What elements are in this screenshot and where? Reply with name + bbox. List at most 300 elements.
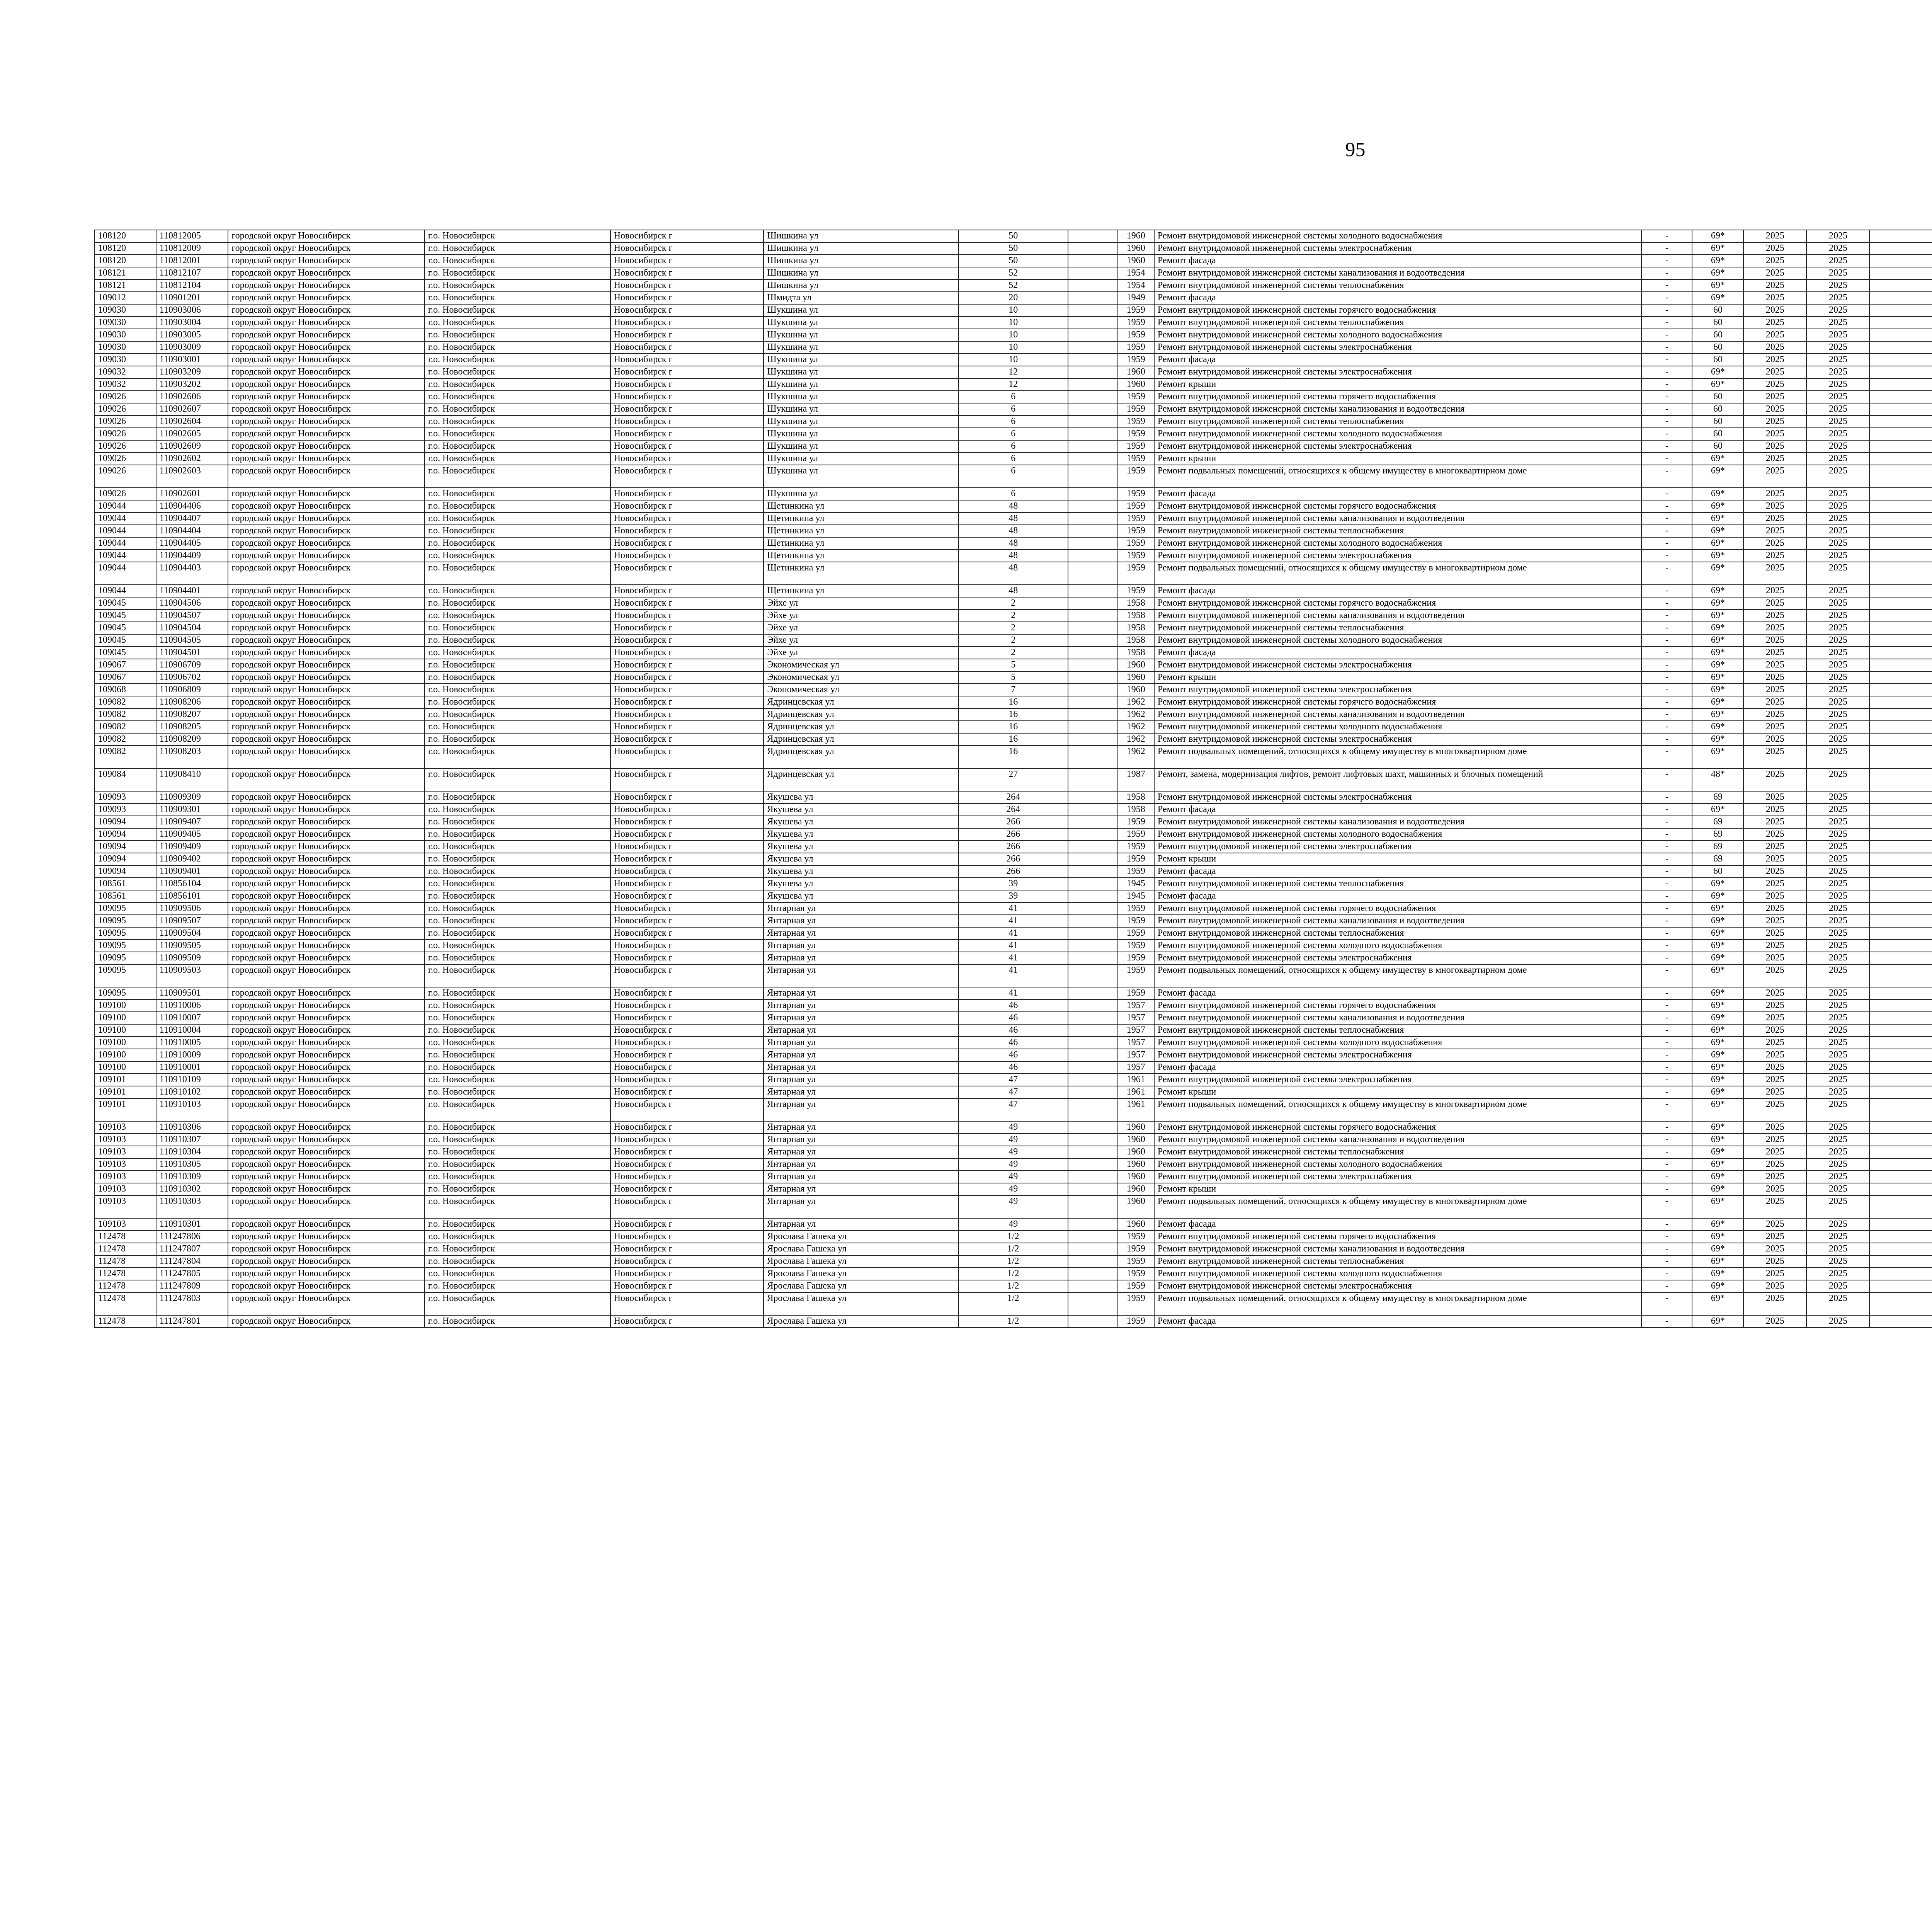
cell-house-id: 109044 xyxy=(95,500,156,512)
cell-start-year: 2025 xyxy=(1743,304,1806,317)
cell-house-id: 109103 xyxy=(95,1134,156,1146)
cell-street: Янтарная ул xyxy=(764,927,958,940)
cell-house-number: 46 xyxy=(959,1061,1068,1074)
cell-work-type: Ремонт внутридомовой инженерной системы электроснабжения xyxy=(1154,1074,1642,1086)
cell-wear-percent: 69* xyxy=(1692,999,1743,1012)
cell-work-id: 110904407 xyxy=(156,512,228,525)
cell-work-id: 110812005 xyxy=(156,230,228,242)
cell-municipal-formation: г.о. Новосибирск xyxy=(425,488,611,500)
cell-building xyxy=(1068,828,1118,841)
cell-start-year: 2025 xyxy=(1743,841,1806,853)
cell-work-id: 110903005 xyxy=(156,329,228,341)
cell-year-built: 1960 xyxy=(1118,230,1154,242)
cell-street: Янтарная ул xyxy=(764,902,958,915)
cell-house-id: 109101 xyxy=(95,1098,156,1121)
cell-work-id: 111247801 xyxy=(156,1315,228,1328)
cell-unit: - xyxy=(1641,488,1692,500)
cell-start-year: 2025 xyxy=(1743,1146,1806,1158)
cell-municipal-district: городской округ Новосибирск xyxy=(228,1049,424,1061)
cell-year-built: 1959 xyxy=(1118,317,1154,329)
cell-municipal-district: городской округ Новосибирск xyxy=(228,609,424,622)
cell-street: Янтарная ул xyxy=(764,999,958,1012)
cell-house-id: 109093 xyxy=(95,791,156,804)
cell-locality: Новосибирск г xyxy=(611,1280,764,1292)
cell-unit: - xyxy=(1641,1134,1692,1146)
cell-municipal-district: городской округ Новосибирск xyxy=(228,768,424,791)
cell-street: Щетинкина ул xyxy=(764,585,958,597)
cell-end-year: 2025 xyxy=(1806,341,1869,354)
cell-work-type: Ремонт внутридомовой инженерной системы холодного водоснабжения xyxy=(1154,230,1642,242)
cell-total-cost xyxy=(1869,1218,1932,1231)
cell-wear-percent: 60 xyxy=(1692,354,1743,366)
cell-work-id: 110904406 xyxy=(156,500,228,512)
cell-municipal-district: городской округ Новосибирск xyxy=(228,733,424,746)
cell-wear-percent: 69* xyxy=(1692,465,1743,488)
cell-street: Якушева ул xyxy=(764,816,958,828)
cell-building xyxy=(1068,550,1118,562)
cell-work-id: 110904405 xyxy=(156,537,228,550)
cell-wear-percent: 69* xyxy=(1692,1195,1743,1218)
cell-start-year: 2025 xyxy=(1743,1171,1806,1183)
cell-start-year: 2025 xyxy=(1743,1195,1806,1218)
cell-street: Шукшина ул xyxy=(764,391,958,403)
cell-locality: Новосибирск г xyxy=(611,684,764,696)
cell-year-built: 1962 xyxy=(1118,708,1154,721)
cell-work-type: Ремонт внутридомовой инженерной системы теплоснабжения xyxy=(1154,415,1642,428)
cell-wear-percent: 69* xyxy=(1692,1134,1743,1146)
cell-municipal-district: городской округ Новосибирск xyxy=(228,671,424,684)
cell-locality: Новосибирск г xyxy=(611,671,764,684)
cell-house-id: 109030 xyxy=(95,317,156,329)
cell-unit: - xyxy=(1641,927,1692,940)
cell-start-year: 2025 xyxy=(1743,902,1806,915)
table-row xyxy=(95,525,1932,537)
cell-municipal-formation: г.о. Новосибирск xyxy=(425,684,611,696)
cell-work-type: Ремонт внутридомовой инженерной системы холодного водоснабжения xyxy=(1154,828,1642,841)
cell-work-type: Ремонт внутридомовой инженерной системы электроснабжения xyxy=(1154,684,1642,696)
cell-street: Янтарная ул xyxy=(764,1183,958,1195)
cell-street: Шукшина ул xyxy=(764,465,958,488)
cell-total-cost xyxy=(1869,828,1932,841)
cell-building xyxy=(1068,465,1118,488)
cell-municipal-formation: г.о. Новосибирск xyxy=(425,1061,611,1074)
cell-municipal-district: городской округ Новосибирск xyxy=(228,999,424,1012)
cell-work-type: Ремонт крыши xyxy=(1154,1086,1642,1098)
table-row xyxy=(95,1315,1932,1328)
cell-year-built: 1960 xyxy=(1118,255,1154,267)
cell-end-year: 2025 xyxy=(1806,1146,1869,1158)
cell-locality: Новосибирск г xyxy=(611,292,764,304)
cell-work-id: 111247806 xyxy=(156,1231,228,1243)
cell-house-id: 109026 xyxy=(95,465,156,488)
cell-end-year: 2025 xyxy=(1806,853,1869,865)
cell-building xyxy=(1068,927,1118,940)
table-row xyxy=(95,841,1932,853)
cell-year-built: 1960 xyxy=(1118,1171,1154,1183)
cell-municipal-formation: г.о. Новосибирск xyxy=(425,940,611,952)
cell-municipal-formation: г.о. Новосибирск xyxy=(425,647,611,659)
cell-wear-percent: 69* xyxy=(1692,634,1743,647)
cell-work-type: Ремонт внутридомовой инженерной системы холодного водоснабжения xyxy=(1154,634,1642,647)
cell-municipal-district: городской округ Новосибирск xyxy=(228,1037,424,1049)
cell-total-cost xyxy=(1869,671,1932,684)
cell-municipal-formation: г.о. Новосибирск xyxy=(425,585,611,597)
cell-municipal-district: городской округ Новосибирск xyxy=(228,841,424,853)
cell-unit: - xyxy=(1641,878,1692,890)
cell-house-id: 109082 xyxy=(95,746,156,768)
cell-work-type: Ремонт внутридомовой инженерной системы канализования и водоотведения xyxy=(1154,1243,1642,1255)
cell-total-cost xyxy=(1869,403,1932,415)
cell-unit: - xyxy=(1641,537,1692,550)
table-row xyxy=(95,1195,1932,1218)
cell-wear-percent: 69* xyxy=(1692,964,1743,987)
cell-municipal-formation: г.о. Новосибирск xyxy=(425,453,611,465)
cell-total-cost xyxy=(1869,634,1932,647)
cell-municipal-formation: г.о. Новосибирск xyxy=(425,391,611,403)
cell-building xyxy=(1068,865,1118,878)
cell-end-year: 2025 xyxy=(1806,768,1869,791)
cell-street: Ярослава Гашека ул xyxy=(764,1268,958,1280)
cell-work-type: Ремонт крыши xyxy=(1154,378,1642,391)
cell-start-year: 2025 xyxy=(1743,634,1806,647)
cell-unit: - xyxy=(1641,500,1692,512)
cell-unit: - xyxy=(1641,696,1692,708)
cell-house-number: 6 xyxy=(959,465,1068,488)
cell-municipal-formation: г.о. Новосибирск xyxy=(425,512,611,525)
cell-house-number: 46 xyxy=(959,1012,1068,1024)
cell-work-type: Ремонт внутридомовой инженерной системы теплоснабжения xyxy=(1154,622,1642,634)
cell-total-cost xyxy=(1869,304,1932,317)
cell-wear-percent: 69* xyxy=(1692,1049,1743,1061)
cell-municipal-district: городской округ Новосибирск xyxy=(228,500,424,512)
cell-work-type: Ремонт внутридомовой инженерной системы канализования и водоотведения xyxy=(1154,708,1642,721)
cell-work-type: Ремонт внутридомовой инженерной системы канализования и водоотведения xyxy=(1154,403,1642,415)
table-row xyxy=(95,267,1932,279)
cell-house-number: 5 xyxy=(959,659,1068,671)
cell-total-cost xyxy=(1869,791,1932,804)
cell-wear-percent: 69 xyxy=(1692,816,1743,828)
cell-unit: - xyxy=(1641,391,1692,403)
table-row xyxy=(95,952,1932,964)
cell-municipal-formation: г.о. Новосибирск xyxy=(425,329,611,341)
cell-work-id: 110904504 xyxy=(156,622,228,634)
cell-end-year: 2025 xyxy=(1806,525,1869,537)
cell-house-id: 109103 xyxy=(95,1158,156,1171)
cell-building xyxy=(1068,525,1118,537)
cell-work-type: Ремонт крыши xyxy=(1154,671,1642,684)
table-row xyxy=(95,915,1932,927)
cell-wear-percent: 69* xyxy=(1692,659,1743,671)
cell-locality: Новосибирск г xyxy=(611,987,764,999)
cell-work-id: 110910005 xyxy=(156,1037,228,1049)
cell-end-year: 2025 xyxy=(1806,915,1869,927)
cell-end-year: 2025 xyxy=(1806,304,1869,317)
cell-locality: Новосибирск г xyxy=(611,304,764,317)
cell-unit: - xyxy=(1641,1231,1692,1243)
cell-year-built: 1957 xyxy=(1118,1049,1154,1061)
cell-work-type: Ремонт внутридомовой инженерной системы холодного водоснабжения xyxy=(1154,428,1642,440)
cell-start-year: 2025 xyxy=(1743,378,1806,391)
cell-work-type: Ремонт внутридомовой инженерной системы электроснабжения xyxy=(1154,791,1642,804)
cell-municipal-formation: г.о. Новосибирск xyxy=(425,550,611,562)
cell-year-built: 1960 xyxy=(1118,1195,1154,1218)
cell-building xyxy=(1068,329,1118,341)
cell-start-year: 2025 xyxy=(1743,562,1806,585)
cell-house-id: 109084 xyxy=(95,768,156,791)
cell-year-built: 1987 xyxy=(1118,768,1154,791)
cell-work-id: 110910302 xyxy=(156,1183,228,1195)
cell-start-year: 2025 xyxy=(1743,428,1806,440)
cell-house-id: 109044 xyxy=(95,537,156,550)
cell-unit: - xyxy=(1641,804,1692,816)
cell-end-year: 2025 xyxy=(1806,1098,1869,1121)
table-row xyxy=(95,890,1932,902)
cell-municipal-district: городской округ Новосибирск xyxy=(228,952,424,964)
cell-work-type: Ремонт внутридомовой инженерной системы канализования и водоотведения xyxy=(1154,609,1642,622)
cell-unit: - xyxy=(1641,940,1692,952)
cell-municipal-district: городской округ Новосибирск xyxy=(228,1231,424,1243)
cell-wear-percent: 69* xyxy=(1692,1037,1743,1049)
cell-house-id: 109030 xyxy=(95,304,156,317)
cell-building xyxy=(1068,902,1118,915)
cell-municipal-district: городской округ Новосибирск xyxy=(228,1268,424,1280)
cell-wear-percent: 60 xyxy=(1692,304,1743,317)
cell-year-built: 1958 xyxy=(1118,791,1154,804)
cell-wear-percent: 69 xyxy=(1692,828,1743,841)
cell-wear-percent: 60 xyxy=(1692,428,1743,440)
cell-house-id: 109103 xyxy=(95,1171,156,1183)
cell-municipal-formation: г.о. Новосибирск xyxy=(425,1134,611,1146)
cell-year-built: 1959 xyxy=(1118,865,1154,878)
table-row xyxy=(95,1280,1932,1292)
cell-municipal-formation: г.о. Новосибирск xyxy=(425,428,611,440)
cell-municipal-district: городской округ Новосибирск xyxy=(228,1292,424,1315)
cell-municipal-formation: г.о. Новосибирск xyxy=(425,999,611,1012)
cell-street: Шукшина ул xyxy=(764,415,958,428)
cell-building xyxy=(1068,1012,1118,1024)
cell-locality: Новосибирск г xyxy=(611,1074,764,1086)
cell-start-year: 2025 xyxy=(1743,1292,1806,1315)
cell-wear-percent: 69* xyxy=(1692,927,1743,940)
cell-total-cost xyxy=(1869,230,1932,242)
cell-municipal-formation: г.о. Новосибирск xyxy=(425,255,611,267)
cell-work-id: 110903009 xyxy=(156,341,228,354)
cell-locality: Новосибирск г xyxy=(611,634,764,647)
cell-year-built: 1957 xyxy=(1118,999,1154,1012)
cell-building xyxy=(1068,391,1118,403)
cell-municipal-district: городской округ Новосибирск xyxy=(228,1061,424,1074)
cell-house-id: 109045 xyxy=(95,609,156,622)
cell-unit: - xyxy=(1641,1268,1692,1280)
cell-municipal-formation: г.о. Новосибирск xyxy=(425,1121,611,1134)
cell-work-id: 110902601 xyxy=(156,488,228,500)
cell-year-built: 1958 xyxy=(1118,622,1154,634)
cell-municipal-district: городской округ Новосибирск xyxy=(228,1218,424,1231)
cell-street: Эйхе ул xyxy=(764,634,958,647)
cell-unit: - xyxy=(1641,987,1692,999)
cell-municipal-formation: г.о. Новосибирск xyxy=(425,721,611,733)
cell-building xyxy=(1068,1292,1118,1315)
cell-unit: - xyxy=(1641,671,1692,684)
cell-year-built: 1959 xyxy=(1118,1268,1154,1280)
cell-house-number: 50 xyxy=(959,242,1068,255)
cell-work-type: Ремонт фасада xyxy=(1154,488,1642,500)
cell-locality: Новосибирск г xyxy=(611,465,764,488)
cell-municipal-district: городской округ Новосибирск xyxy=(228,987,424,999)
cell-start-year: 2025 xyxy=(1743,853,1806,865)
cell-start-year: 2025 xyxy=(1743,1086,1806,1098)
cell-house-number: 49 xyxy=(959,1218,1068,1231)
cell-start-year: 2025 xyxy=(1743,1268,1806,1280)
cell-work-id: 110904409 xyxy=(156,550,228,562)
cell-house-number: 41 xyxy=(959,927,1068,940)
cell-unit: - xyxy=(1641,609,1692,622)
cell-locality: Новосибирск г xyxy=(611,1268,764,1280)
cell-locality: Новосибирск г xyxy=(611,816,764,828)
cell-work-id: 110906809 xyxy=(156,684,228,696)
cell-year-built: 1958 xyxy=(1118,597,1154,609)
cell-building xyxy=(1068,255,1118,267)
cell-total-cost xyxy=(1869,622,1932,634)
table-row xyxy=(95,1171,1932,1183)
cell-street: Янтарная ул xyxy=(764,964,958,987)
cell-year-built: 1959 xyxy=(1118,391,1154,403)
cell-locality: Новосибирск г xyxy=(611,391,764,403)
cell-work-id: 110904404 xyxy=(156,525,228,537)
cell-work-type: Ремонт внутридомовой инженерной системы электроснабжения xyxy=(1154,1280,1642,1292)
cell-building xyxy=(1068,403,1118,415)
cell-house-number: 2 xyxy=(959,597,1068,609)
cell-municipal-formation: г.о. Новосибирск xyxy=(425,622,611,634)
cell-start-year: 2025 xyxy=(1743,1049,1806,1061)
cell-locality: Новосибирск г xyxy=(611,366,764,378)
cell-total-cost xyxy=(1869,279,1932,292)
table-row xyxy=(95,500,1932,512)
cell-house-number: 10 xyxy=(959,304,1068,317)
cell-end-year: 2025 xyxy=(1806,708,1869,721)
cell-work-type: Ремонт внутридомовой инженерной системы теплоснабжения xyxy=(1154,1146,1642,1158)
table-row xyxy=(95,1049,1932,1061)
cell-locality: Новосибирск г xyxy=(611,562,764,585)
cell-wear-percent: 69* xyxy=(1692,1292,1743,1315)
cell-building xyxy=(1068,500,1118,512)
table-row xyxy=(95,1134,1932,1146)
cell-start-year: 2025 xyxy=(1743,255,1806,267)
cell-street: Шукшина ул xyxy=(764,341,958,354)
cell-start-year: 2025 xyxy=(1743,828,1806,841)
cell-municipal-formation: г.о. Новосибирск xyxy=(425,816,611,828)
cell-end-year: 2025 xyxy=(1806,465,1869,488)
cell-total-cost xyxy=(1869,952,1932,964)
cell-year-built: 1959 xyxy=(1118,1255,1154,1268)
cell-work-id: 110812104 xyxy=(156,279,228,292)
cell-municipal-district: городской округ Новосибирск xyxy=(228,354,424,366)
cell-building xyxy=(1068,1121,1118,1134)
cell-start-year: 2025 xyxy=(1743,952,1806,964)
cell-unit: - xyxy=(1641,230,1692,242)
cell-municipal-district: городской округ Новосибирск xyxy=(228,230,424,242)
cell-municipal-district: городской округ Новосибирск xyxy=(228,1183,424,1195)
cell-street: Шишкина ул xyxy=(764,242,958,255)
cell-house-id: 109095 xyxy=(95,915,156,927)
cell-work-id: 110904506 xyxy=(156,597,228,609)
cell-work-type: Ремонт фасада xyxy=(1154,804,1642,816)
cell-unit: - xyxy=(1641,267,1692,279)
cell-house-id: 109103 xyxy=(95,1121,156,1134)
cell-locality: Новосибирск г xyxy=(611,659,764,671)
cell-locality: Новосибирск г xyxy=(611,1218,764,1231)
cell-work-id: 110909405 xyxy=(156,828,228,841)
cell-street: Янтарная ул xyxy=(764,1024,958,1037)
cell-municipal-formation: г.о. Новосибирск xyxy=(425,525,611,537)
cell-municipal-district: городской округ Новосибирск xyxy=(228,465,424,488)
cell-municipal-district: городской округ Новосибирск xyxy=(228,1121,424,1134)
cell-year-built: 1960 xyxy=(1118,671,1154,684)
cell-year-built: 1959 xyxy=(1118,1231,1154,1243)
cell-start-year: 2025 xyxy=(1743,915,1806,927)
cell-total-cost xyxy=(1869,1049,1932,1061)
cell-house-id: 109026 xyxy=(95,440,156,453)
cell-total-cost xyxy=(1869,1037,1932,1049)
table-row xyxy=(95,659,1932,671)
cell-start-year: 2025 xyxy=(1743,550,1806,562)
cell-total-cost xyxy=(1869,1292,1932,1315)
cell-locality: Новосибирск г xyxy=(611,1183,764,1195)
cell-work-id: 110902606 xyxy=(156,391,228,403)
cell-house-id: 109095 xyxy=(95,940,156,952)
cell-unit: - xyxy=(1641,902,1692,915)
cell-wear-percent: 69* xyxy=(1692,597,1743,609)
cell-municipal-district: городской округ Новосибирск xyxy=(228,304,424,317)
cell-work-type: Ремонт, замена, модернизация лифтов, ремонт лифтовых шахт, машинных и блочных помещений xyxy=(1154,768,1642,791)
table-row xyxy=(95,1183,1932,1195)
cell-house-id: 109101 xyxy=(95,1086,156,1098)
cell-end-year: 2025 xyxy=(1806,1195,1869,1218)
cell-house-number: 48 xyxy=(959,550,1068,562)
cell-house-number: 10 xyxy=(959,354,1068,366)
cell-start-year: 2025 xyxy=(1743,1280,1806,1292)
cell-municipal-district: городской округ Новосибирск xyxy=(228,1012,424,1024)
cell-work-type: Ремонт крыши xyxy=(1154,1183,1642,1195)
cell-end-year: 2025 xyxy=(1806,964,1869,987)
cell-wear-percent: 69* xyxy=(1692,1255,1743,1268)
cell-municipal-district: городской округ Новосибирск xyxy=(228,721,424,733)
cell-municipal-district: городской округ Новосибирск xyxy=(228,865,424,878)
table-row xyxy=(95,768,1932,791)
cell-work-type: Ремонт внутридомовой инженерной системы холодного водоснабжения xyxy=(1154,1037,1642,1049)
cell-house-number: 46 xyxy=(959,1049,1068,1061)
cell-municipal-district: городской округ Новосибирск xyxy=(228,890,424,902)
cell-house-id: 109100 xyxy=(95,1061,156,1074)
cell-building xyxy=(1068,366,1118,378)
cell-year-built: 1958 xyxy=(1118,609,1154,622)
cell-house-id: 109030 xyxy=(95,354,156,366)
cell-start-year: 2025 xyxy=(1743,403,1806,415)
cell-wear-percent: 69* xyxy=(1692,1158,1743,1171)
cell-total-cost xyxy=(1869,940,1932,952)
cell-municipal-formation: г.о. Новосибирск xyxy=(425,1243,611,1255)
cell-year-built: 1957 xyxy=(1118,1024,1154,1037)
cell-municipal-formation: г.о. Новосибирск xyxy=(425,1218,611,1231)
cell-municipal-formation: г.о. Новосибирск xyxy=(425,865,611,878)
cell-wear-percent: 69* xyxy=(1692,647,1743,659)
table-row xyxy=(95,671,1932,684)
cell-locality: Новосибирск г xyxy=(611,915,764,927)
cell-work-type: Ремонт внутридомовой инженерной системы холодного водоснабжения xyxy=(1154,721,1642,733)
cell-municipal-district: городской округ Новосибирск xyxy=(228,391,424,403)
cell-year-built: 1959 xyxy=(1118,550,1154,562)
cell-unit: - xyxy=(1641,828,1692,841)
